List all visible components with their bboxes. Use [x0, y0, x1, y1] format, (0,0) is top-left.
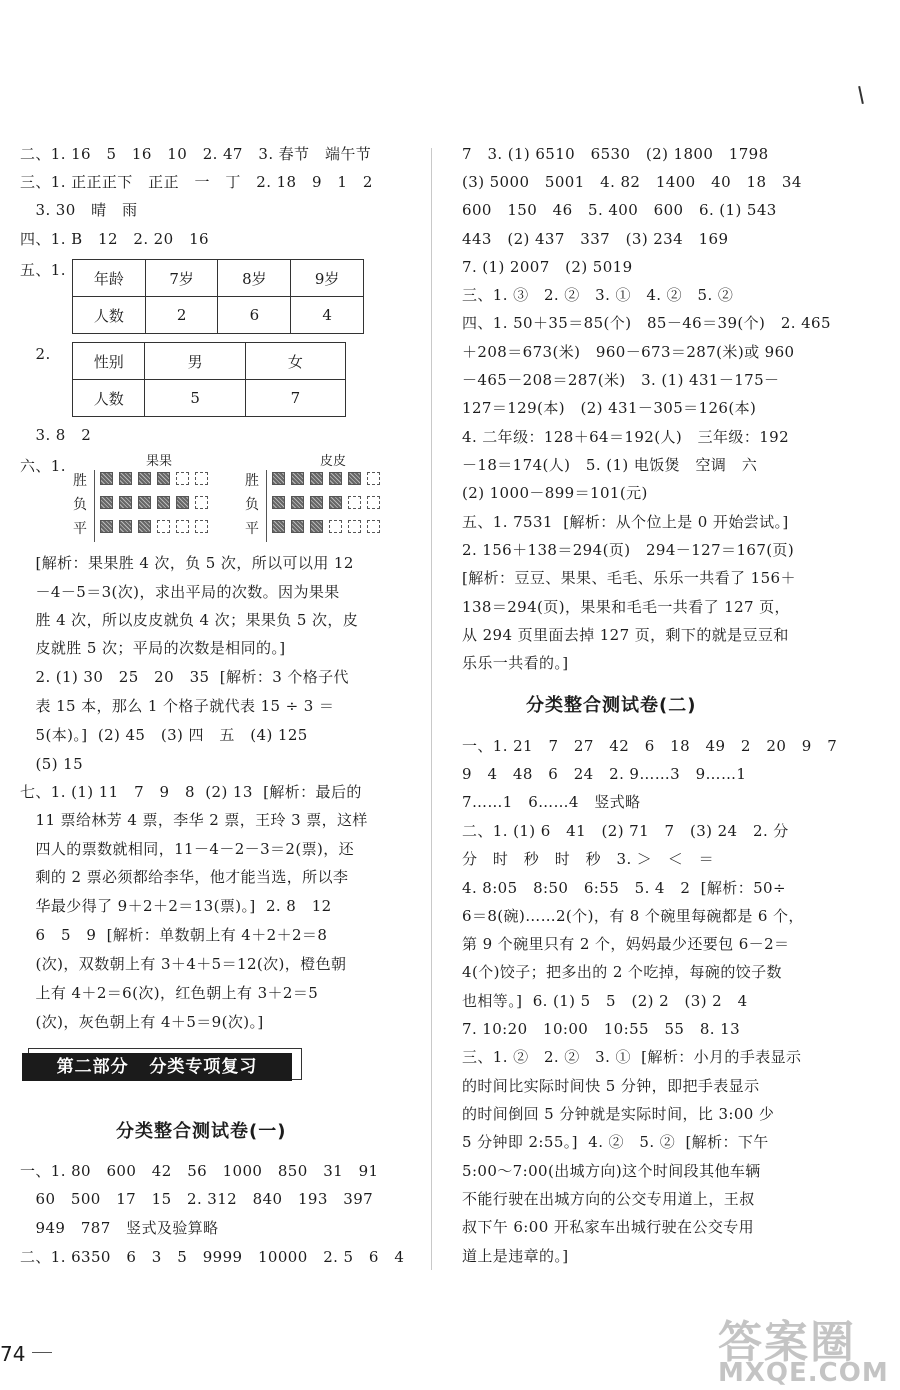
- chart-filled-cell: [157, 472, 170, 485]
- answer-line: 六、1.: [20, 457, 66, 475]
- answer-line: 皮就胜 5 次；平局的次数是相同的。]: [20, 639, 286, 657]
- answer-line: 二、1. 16 5 16 10 2. 47 3. 春节 端午节: [20, 145, 372, 163]
- answer-line: 4. 8:05 8:50 6:55 5. 4 2 [解析：50÷: [462, 879, 786, 897]
- answer-line: 上有 4＋2＝6(次)，红色朝上有 3＋2＝5: [20, 984, 319, 1002]
- chart-filled-cell: [291, 496, 304, 509]
- answer-line: 四人的票数就相同，11－4－2－3＝2(票)，还: [20, 840, 355, 858]
- part-two-banner: 第二部分 分类专项复习: [22, 1053, 292, 1081]
- answer-line: －465－208＝287(米) 3. (1) 431－175－: [462, 371, 780, 389]
- watermark-logo: 答案圈: [718, 1317, 856, 1368]
- answer-line: 一、1. 80 600 42 56 1000 850 31 91: [20, 1162, 379, 1180]
- answer-line: 二、1. 6350 6 3 5 9999 10000 2. 5 6 4: [20, 1248, 405, 1266]
- answer-line: 第 9 个碗里只有 2 个，妈妈最少还要包 6－2＝: [462, 935, 790, 953]
- chart-filled-cell: [348, 472, 361, 485]
- chart-filled-cell: [329, 472, 342, 485]
- table-cell: 年龄: [73, 260, 146, 297]
- answer-line: 剩的 2 票必须都给李华，他才能当选，所以李: [20, 868, 349, 886]
- chart-filled-cell: [310, 520, 323, 533]
- page-number: 74: [0, 1342, 26, 1366]
- chart-filled-cell: [100, 520, 113, 533]
- watermark: [718, 1306, 890, 1388]
- chart-filled-cell: [272, 496, 285, 509]
- answer-line: 949 787 竖式及验算略: [20, 1219, 219, 1237]
- answer-line: 的时间比实际时间快 5 分钟，即把手表显示: [462, 1077, 760, 1095]
- answer-line: 道上是违章的。]: [462, 1247, 569, 1265]
- chart-title-guoguo: 果果: [146, 454, 173, 469]
- answer-line: 表 15 本，那么 1 个格子就代表 15 ÷ 3 ＝: [20, 697, 335, 715]
- answer-line: ＋208＝673(米) 960－673＝287(米)或 960: [462, 343, 795, 361]
- answer-line: 5:00～7:00(出城方向)这个时间段其他车辆: [462, 1162, 761, 1180]
- answer-line: －18＝174(人) 5. (1) 电饭煲 空调 六: [462, 456, 758, 474]
- chart-empty-cell: [348, 496, 361, 509]
- answer-line: 七、1. (1) 11 7 9 8 (2) 13 [解析：最后的: [20, 783, 362, 801]
- chart-row-label: 平: [73, 521, 87, 537]
- answer-line: 7……1 6……4 竖式略: [462, 793, 641, 811]
- answer-line: 4. 二年级：128＋64＝192(人) 三年级：192: [462, 428, 790, 446]
- table-cell: 6: [218, 297, 291, 334]
- answer-line: 不能行驶在出城方向的公交专用道上，王叔: [462, 1190, 755, 1208]
- answer-line: [解析：果果胜 4 次，负 5 次，所以可以用 12: [20, 554, 354, 572]
- chart-empty-cell: [367, 472, 380, 485]
- answer-line: 一、1. 21 7 27 42 6 18 49 2 20 9 7: [462, 737, 838, 755]
- answer-line: 五、1.: [20, 261, 66, 279]
- answer-line: 三、1. ② 2. ② 3. ① [解析：小月的手表显示: [462, 1048, 802, 1066]
- chart-row-label: 胜: [245, 473, 259, 489]
- table-cell: 7岁: [145, 260, 218, 297]
- chart-filled-cell: [329, 496, 342, 509]
- chart-filled-cell: [310, 472, 323, 485]
- answer-line: (2) 1000－899＝101(元): [462, 484, 648, 502]
- gender-table: [72, 342, 346, 417]
- chart-filled-cell: [100, 496, 113, 509]
- chart-row-label: 负: [73, 497, 87, 513]
- answer-line: 4(个)饺子；把多出的 2 个吃掉，每碗的饺子数: [462, 963, 782, 981]
- age-table: [72, 259, 364, 334]
- answer-line: (次)，灰色朝上有 4＋5＝9(次)。]: [20, 1013, 264, 1031]
- answer-line: 四、1. B 12 2. 20 16: [20, 230, 209, 248]
- answer-line: 2. (1) 30 25 20 35 [解析：3 个格子代: [20, 668, 349, 686]
- chart-row-label: 负: [245, 497, 259, 513]
- chart-filled-cell: [157, 496, 170, 509]
- table-cell: 2: [145, 297, 218, 334]
- answer-line: 2.: [20, 345, 51, 363]
- answer-line: 127＝129(本) (2) 431－305＝126(本): [462, 399, 757, 417]
- chart-filled-cell: [138, 472, 151, 485]
- answer-line: 60 500 17 15 2. 312 840 193 397: [20, 1190, 374, 1208]
- chart-filled-cell: [100, 472, 113, 485]
- answer-line: 7. (1) 2007 (2) 5019: [462, 258, 633, 276]
- chart-filled-cell: [291, 472, 304, 485]
- answer-line: 也相等。] 6. (1) 5 5 (2) 2 (3) 2 4: [462, 992, 748, 1010]
- answer-line: 叔下午 6:00 开私家车出城行驶在公交专用: [462, 1218, 755, 1236]
- table-cell: 女: [245, 343, 345, 380]
- answer-line: 华最少得了 9＋2＋2＝13(票)。] 2. 8 12: [20, 897, 332, 915]
- chart-filled-cell: [291, 520, 304, 533]
- chart-empty-cell: [176, 472, 189, 485]
- chart-filled-cell: [119, 472, 132, 485]
- answer-line: 五、1. 7531 [解析：从个位上是 0 开始尝试。]: [462, 513, 789, 531]
- answer-line: 的时间倒回 5 分钟就是实际时间，比 3:00 少: [462, 1105, 775, 1123]
- chart-empty-cell: [195, 496, 208, 509]
- answer-line: 3. 30 晴 雨: [20, 201, 138, 219]
- chart-empty-cell: [348, 520, 361, 533]
- answer-line: 乐乐一共看的。]: [462, 654, 569, 672]
- table-cell: 8岁: [218, 260, 291, 297]
- answer-line: 9 4 48 6 24 2. 9……3 9……1: [462, 765, 747, 783]
- section-title: 分类整合测试卷(一): [116, 1121, 287, 1142]
- chart-title-pipi: 皮皮: [320, 454, 347, 469]
- table-cell: 5: [145, 380, 245, 417]
- answer-line: －4－5＝3(次)，求出平局的次数。因为果果: [20, 583, 340, 601]
- chart-empty-cell: [176, 520, 189, 533]
- answer-line: 7. 10:20 10:00 10:55 55 8. 13: [462, 1020, 741, 1038]
- chart-filled-cell: [138, 496, 151, 509]
- answer-line: 11 票给林芳 4 票，李华 2 票，王玲 3 票，这样: [20, 811, 368, 829]
- column-divider: [431, 148, 432, 1270]
- answer-line: 胜 4 次，所以皮皮就负 4 次；果果负 5 次，皮: [20, 611, 359, 629]
- chart-filled-cell: [272, 520, 285, 533]
- answer-line: 三、1. ③ 2. ② 3. ① 4. ② 5. ②: [462, 286, 734, 304]
- table-cell: 男: [145, 343, 245, 380]
- answer-line: 3. 8 2: [20, 426, 92, 444]
- answer-line: (次)，双数朝上有 3＋4＋5＝12(次)，橙色朝: [20, 955, 347, 973]
- table-cell: 4: [291, 297, 364, 334]
- chart-empty-cell: [367, 520, 380, 533]
- answer-line: 从 294 页里面去掉 127 页，剩下的就是豆豆和: [462, 626, 789, 644]
- answer-line: 5(本)。] (2) 45 (3) 四 五 (4) 125: [20, 726, 308, 744]
- chart-empty-cell: [329, 520, 342, 533]
- chart-filled-cell: [119, 520, 132, 533]
- table-cell: 性别: [73, 343, 145, 380]
- answer-line: 二、1. (1) 6 41 (2) 71 7 (3) 24 2. 分: [462, 822, 789, 840]
- answer-line: 分 时 秒 时 秒 3. ＞ ＜ ＝: [462, 850, 715, 868]
- chart-axis-line: [94, 470, 95, 542]
- chart-row-label: 平: [245, 521, 259, 537]
- chart-row-label: 胜: [73, 473, 87, 489]
- chart-empty-cell: [157, 520, 170, 533]
- section-title: 分类整合测试卷(二): [526, 695, 697, 716]
- answer-line: 四、1. 50＋35＝85(个) 85－46＝39(个) 2. 465: [462, 314, 831, 332]
- answer-line: 138＝294(页)，果果和毛毛一共看了 127 页，: [462, 598, 790, 616]
- chart-filled-cell: [176, 496, 189, 509]
- page-number-dash: [32, 1352, 52, 1353]
- answer-line: 7 3. (1) 6510 6530 (2) 1800 1798: [462, 145, 769, 163]
- chart-empty-cell: [367, 496, 380, 509]
- table-cell: 7: [245, 380, 345, 417]
- chart-filled-cell: [138, 520, 151, 533]
- table-cell: 人数: [73, 297, 146, 334]
- watermark-url: MXQE.COM: [718, 1358, 889, 1388]
- answer-line: 5 分钟即 2:55。] 4. ② 5. ② [解析：下午: [462, 1133, 769, 1151]
- table-cell: 人数: [73, 380, 145, 417]
- answer-line: 6 5 9 [解析：单数朝上有 4＋2＋2＝8: [20, 926, 328, 944]
- answer-line: (3) 5000 5001 4. 82 1400 40 18 34: [462, 173, 802, 191]
- chart-filled-cell: [119, 496, 132, 509]
- chart-axis-line: [266, 470, 267, 542]
- answer-line: 600 150 46 5. 400 600 6. (1) 543: [462, 201, 777, 219]
- answer-line: 6＝8(碗)……2(个)，有 8 个碗里每碗都是 6 个，: [462, 907, 804, 925]
- chart-empty-cell: [195, 520, 208, 533]
- page-edge-mark: [858, 86, 864, 104]
- table-cell: 9岁: [291, 260, 364, 297]
- answer-line: 三、1. 正正正下 正正 一 丁 2. 18 9 1 2: [20, 173, 373, 191]
- chart-filled-cell: [272, 472, 285, 485]
- answer-line: 2. 156＋138＝294(页) 294－127＝167(页): [462, 541, 795, 559]
- answer-line: 443 (2) 437 337 (3) 234 169: [462, 230, 729, 248]
- chart-empty-cell: [195, 472, 208, 485]
- chart-filled-cell: [310, 496, 323, 509]
- answer-line: (5) 15: [20, 755, 84, 773]
- answer-line: [解析：豆豆、果果、毛毛、乐乐一共看了 156＋: [462, 569, 796, 587]
